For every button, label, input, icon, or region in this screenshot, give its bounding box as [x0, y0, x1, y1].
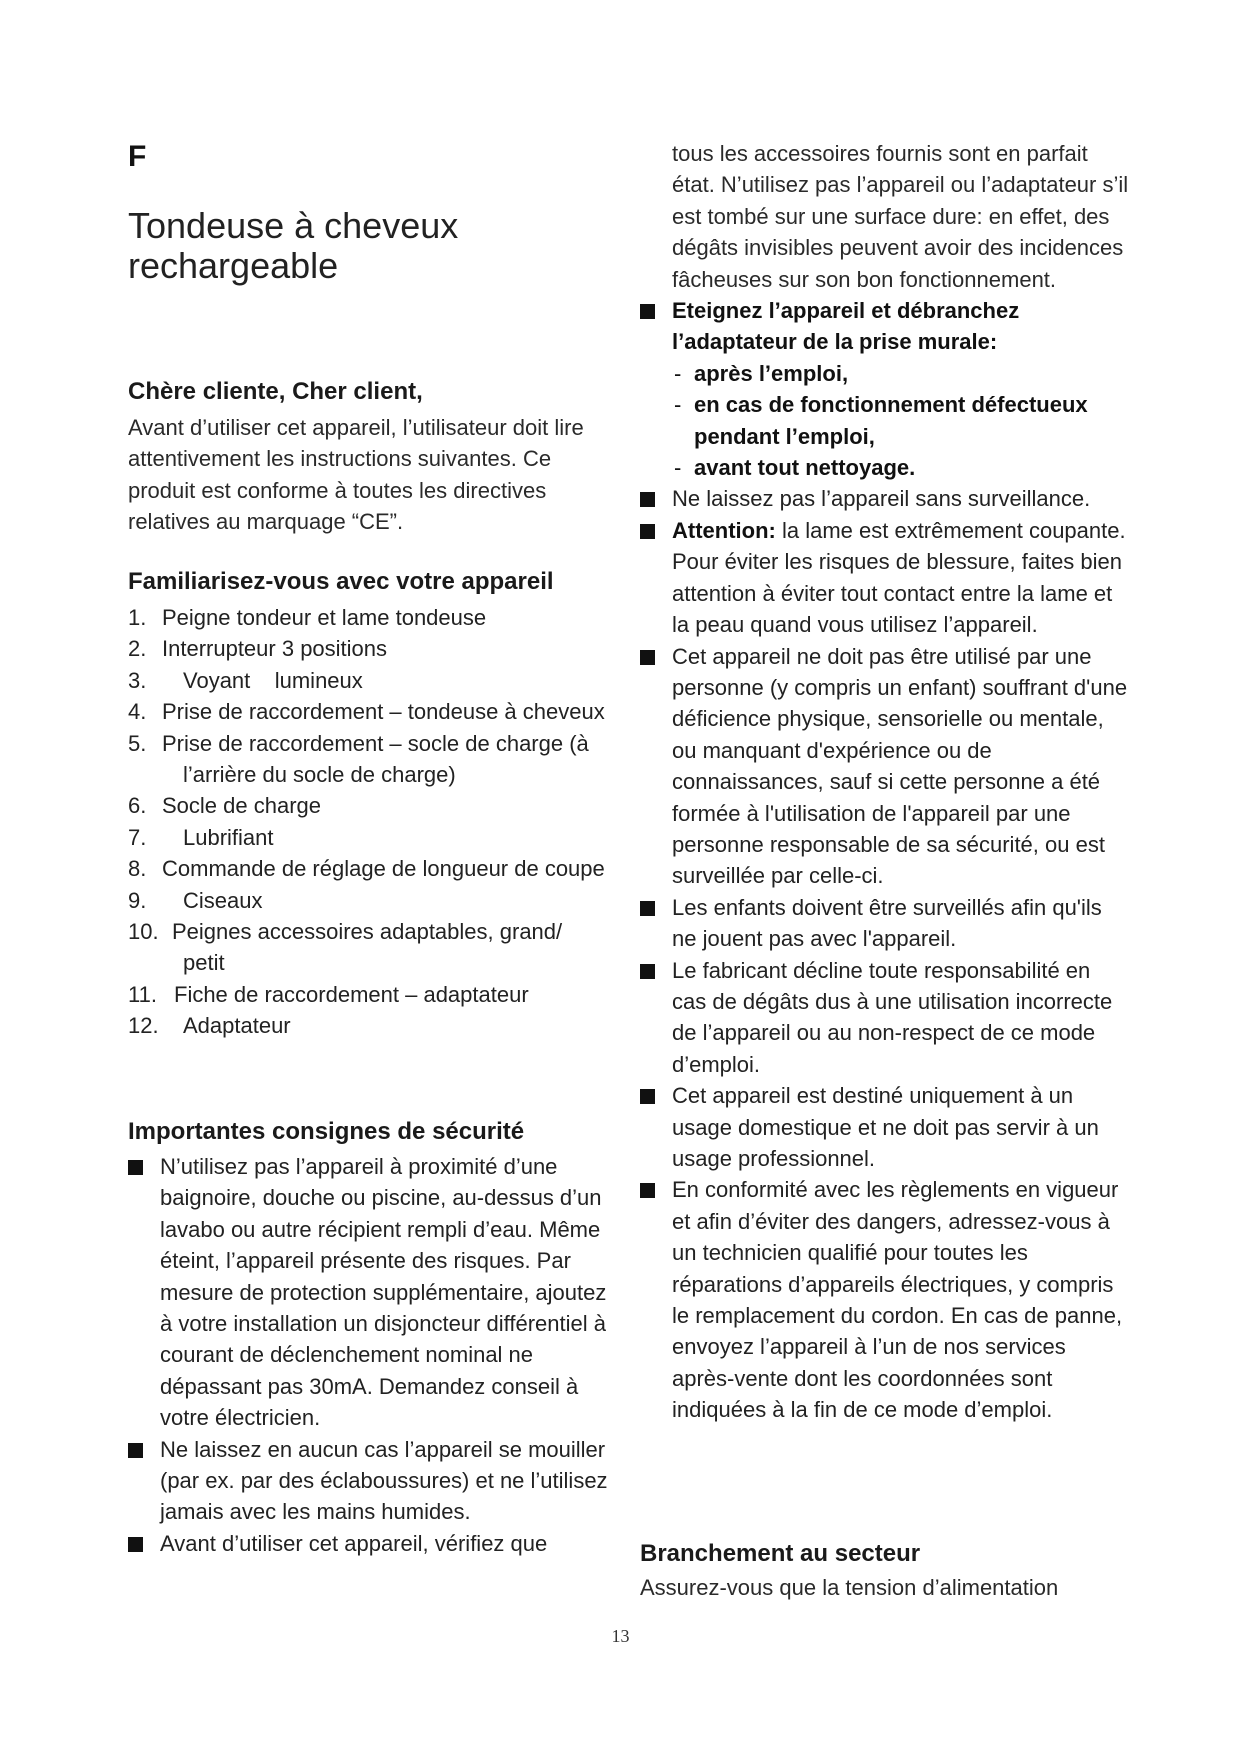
- intro-heading: Chère cliente, Cher client,: [128, 378, 423, 405]
- safety-list-right: [640, 295, 1130, 1426]
- page-title: [128, 206, 458, 286]
- bullet-square-icon: [128, 1443, 143, 1458]
- title-line-1: Tondeuse à cheveux: [128, 205, 459, 246]
- list-item: 11. Fiche de raccordement – adaptateur: [128, 981, 529, 1007]
- safety-continuation: tous les accessoires fournis sont en parfait état. N’utilisez pas l’appareil ou l’adaptateur s’il est tombé sur une surface dure: en effet, des dégâts invisibles peuvent avoir des incidences fâcheuses sur son bon fonctionnement.: [672, 141, 1129, 292]
- parts-section: [128, 568, 608, 1042]
- list-item: 12. Adaptateur: [128, 1013, 291, 1039]
- attention-label: Attention:: [672, 517, 776, 543]
- list-item: [640, 295, 1130, 483]
- title-line-2: rechargeable: [128, 245, 339, 286]
- list-item: - après l’emploi,: [672, 358, 1130, 389]
- bullet-square-icon: [640, 1183, 655, 1198]
- parts-heading: Familiarisez-vous avec votre appareil: [128, 568, 554, 595]
- list-item: 4. Prise de raccordement – tondeuse à cheveux: [128, 699, 605, 725]
- list-item: 7. Lubrifiant: [128, 824, 274, 850]
- unplug-sublist: [672, 358, 1130, 484]
- intro-text: Avant d’utiliser cet appareil, l’utilisateur doit lire attentivement les instructions suivantes. Ce produit est conforme à toutes les directives relatives au marquage “CE”.: [128, 415, 584, 535]
- bullet-square-icon: [640, 524, 655, 539]
- list-item: - avant tout nettoyage.: [672, 452, 1130, 483]
- bullet-square-icon: [640, 304, 655, 319]
- bullet-square-icon: [640, 492, 655, 507]
- bullet-square-icon: [640, 901, 655, 916]
- list-item: Cet appareil est destiné uniquement à un usage domestique et ne doit pas servir à un usage professionnel.: [640, 1080, 1130, 1174]
- mains-section: [640, 1540, 1130, 1603]
- list-item: 3. Voyant lumineux: [128, 667, 363, 693]
- list-item: Le fabricant décline toute responsabilité en cas de dégâts dus à une utilisation incorrecte de l’appareil ou au non-respect de ce mode d’emploi.: [640, 955, 1130, 1081]
- bullet-square-icon: [128, 1160, 143, 1175]
- mains-heading: Branchement au secteur: [640, 1540, 921, 1567]
- safety-heading: Importantes consignes de sécurité: [128, 1118, 525, 1145]
- bullet-square-icon: [640, 964, 655, 979]
- list-item: 5. Prise de raccordement – socle de charge (à l’arrière du socle de charge): [128, 730, 589, 788]
- page-number: 13: [611, 1626, 630, 1646]
- list-item: Ne laissez en aucun cas l’appareil se mouiller (par ex. par des éclaboussures) et ne l’utilisez jamais avec les mains humides.: [128, 1434, 608, 1528]
- bullet-square-icon: [128, 1537, 143, 1552]
- parts-list: [128, 602, 608, 1042]
- safety-section-left: [128, 1118, 608, 1559]
- list-item: - en cas de fonctionnement défectueux pendant l’emploi,: [672, 389, 1130, 452]
- bullet-square-icon: [640, 650, 655, 665]
- safety-list-left: [128, 1151, 608, 1559]
- list-item: Cet appareil ne doit pas être utilisé par une personne (y compris un enfant) souffrant d'une déficience physique, sensorielle ou mentale, ou manquant d'expérience ou de connaissances, sauf si cette personne a été formée à l'utilisation de l'appareil par une personne responsable de sa sécurité, ou est surveillée par celle-ci.: [640, 641, 1130, 892]
- intro-section: [128, 378, 608, 538]
- list-item: N’utilisez pas l’appareil à proximité d’une baignoire, douche ou piscine, au-dessus d’un lavabo ou autre récipient rempli d’eau. Même éteint, l’appareil présente des risques. Par mesure de protection supplémentaire, ajoutez à votre installation un disjoncteur différentiel à courant de déclenchement nominal ne dépassant pas 30mA. Demandez conseil à votre électricien.: [128, 1151, 608, 1434]
- list-item: 10. Peignes accessoires adaptables, grand/ petit: [128, 919, 563, 976]
- list-item: Les enfants doivent être surveillés afin qu'ils ne jouent pas avec l'appareil.: [640, 892, 1130, 955]
- list-item: Ne laissez pas l’appareil sans surveillance.: [640, 483, 1130, 514]
- language-marker: F: [128, 140, 147, 173]
- list-item: Avant d’utiliser cet appareil, vérifiez que: [128, 1528, 608, 1559]
- unplug-instruction: Eteignez l’appareil et débranchez l’adaptateur de la prise murale:: [672, 298, 1020, 355]
- list-item: En conformité avec les règlements en vigueur et afin d’éviter des dangers, adressez-vous à un technicien qualifié pour toutes les réparations d’appareils électriques, y compris le remplacement du cordon. En cas de panne, envoyez l’appareil à l’un de nos services après-vente dont les coordonnées sont indiquées à la fin de ce mode d’emploi.: [640, 1174, 1130, 1425]
- list-item: 8. Commande de réglage de longueur de coupe: [128, 856, 605, 882]
- list-item: 1. Peigne tondeur et lame tondeuse: [128, 605, 487, 630]
- safety-section-right: [640, 138, 1130, 1426]
- bullet-square-icon: [640, 1089, 655, 1104]
- mains-text: Assurez-vous que la tension d’alimentation: [640, 1575, 1059, 1600]
- list-item: Attention: la lame est extrêmement coupante. Pour éviter les risques de blessure, faites bien attention à éviter tout contact entre la lame et la peau quand vous utilisez l’appareil.: [640, 515, 1130, 641]
- list-item: 6. Socle de charge: [128, 793, 321, 819]
- list-item: 2. Interrupteur 3 positions: [128, 636, 388, 662]
- list-item: 9. Ciseaux: [128, 887, 263, 913]
